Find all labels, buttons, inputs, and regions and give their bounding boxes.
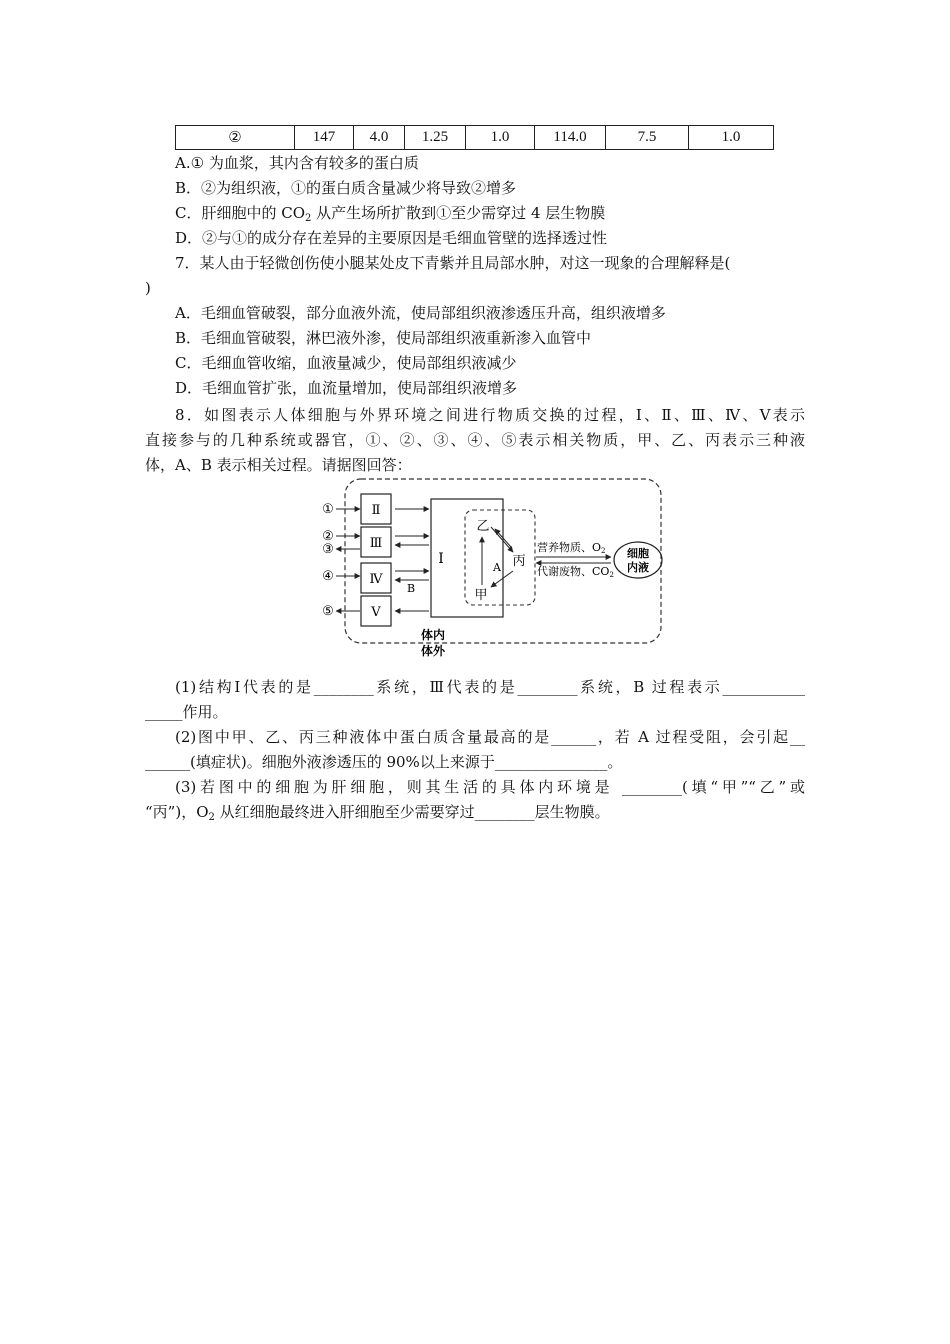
data-table (175, 125, 774, 150)
left-arrows (336, 509, 360, 611)
cell-exchange-arrows (536, 557, 611, 563)
q6-option-c-rest: 从产生场所扩散到①至少需穿过 4 层生物膜 (311, 204, 606, 222)
q8-stem-line-2: 直接参与的几种系统或器官，①、②、③、④、⑤表示相关物质，甲、乙、丙表示三种液 (145, 431, 805, 449)
q7-option-c: C．毛细血管收缩，血液量减少，使局部组织液减少 (175, 354, 517, 372)
fluid-yi: 乙 (476, 519, 490, 534)
waste-label (537, 564, 614, 579)
q8-sub3-sub: 2 (208, 812, 215, 823)
middle-arrows (395, 509, 429, 611)
process-b-label: B (406, 582, 416, 595)
nutrient-sub: 2 (601, 547, 606, 555)
box-iv-label: Ⅳ (369, 572, 383, 587)
table-cell: 1.0 (466, 126, 535, 150)
q7-option-b: B．毛细血管破裂，淋巴液外渗，使局部组织液重新渗入血管中 (175, 329, 592, 347)
table-cell: 1.0 (689, 126, 774, 150)
q8-sub3-text: “丙”)，O (145, 803, 209, 821)
substance-1: ① (322, 502, 334, 517)
fluid-jia: 甲 (474, 588, 488, 603)
cell-label-1: 细胞 (627, 547, 649, 560)
q6-option-c-sub: 2 (305, 213, 312, 224)
waste-sub: 2 (609, 571, 614, 579)
substance-4: ④ (322, 569, 334, 584)
table-cell: 1.25 (405, 126, 466, 150)
table-cell: 4.0 (354, 126, 405, 150)
inside-label: 体内 (421, 628, 446, 642)
q6-option-b: B．②为组织液，①的蛋白质含量减少将导致②增多 (175, 179, 517, 197)
q8-sub1-line-1: (1)结构Ⅰ代表的是________系统，Ⅲ代表的是________系统，B 过程表示___________ (175, 678, 805, 696)
q7-option-d: D．毛细血管扩张，血流量增加，使局部组织液增多 (175, 379, 518, 397)
q6-option-a: A.① 为血浆，其内含有较多的蛋白质 (175, 154, 419, 172)
fluid-arrows (482, 527, 513, 587)
q8-sub3-line-1: (3)若图中的细胞为肝细胞，则其生活的具体内环境是 ________(填“甲”“乙”或 (175, 778, 805, 796)
exchange-diagram (315, 475, 665, 660)
q7-stem-continued: ) (145, 279, 151, 297)
fluid-bing: 丙 (512, 554, 526, 569)
outside-label: 体外 (421, 644, 446, 658)
table-cell: 147 (295, 126, 354, 150)
box-i-label: Ⅰ (438, 551, 444, 567)
nutrient-text: 营养物质、O (537, 541, 602, 554)
q6-option-c-text: C．肝细胞中的 CO (175, 204, 306, 222)
q8-sub2-line-2: ______(填症状)。细胞外液渗透压的 90%以上来源于_______________。 (145, 753, 623, 771)
q7-option-a: A．毛细血管破裂，部分血液外流，使局部组织液渗透压升高，组织液增多 (175, 304, 666, 322)
q7-stem: 7．某人由于轻微创伤使小腿某处皮下青紫并且局部水肿，对这一现象的合理解释是( (175, 254, 731, 272)
waste-text: 代谢废物、CO (537, 565, 610, 578)
q6-option-d: D．②与①的成分存在差异的主要原因是毛细血管壁的选择透过性 (175, 229, 608, 247)
substance-3: ③ (322, 542, 334, 557)
box-iii-label: Ⅲ (369, 536, 383, 551)
process-a-label: A (493, 561, 501, 574)
q8-stem-line-3: 体，A、B 表示相关过程。请据图回答： (145, 456, 412, 474)
table-cell: ② (176, 126, 295, 150)
box-v-label: Ⅴ (371, 605, 381, 620)
q8-stem-line-1: 8．如图表示人体细胞与外界环境之间进行物质交换的过程，Ⅰ、Ⅱ、Ⅲ、Ⅳ、Ⅴ表示 (175, 406, 805, 424)
q6-option-c (175, 202, 605, 224)
table-cell: 114.0 (535, 126, 606, 150)
substance-5: ⑤ (322, 604, 334, 619)
q8-sub3-rest: 从红细胞最终进入肝细胞至少需要穿过________层生物膜。 (214, 803, 610, 821)
cell-label-2: 内液 (627, 561, 649, 574)
nutrient-label (537, 540, 606, 555)
table-row (176, 126, 774, 150)
box-ii-label: Ⅱ (371, 503, 381, 518)
substance-2: ② (322, 529, 334, 544)
q8-sub1-line-2: _____作用。 (145, 703, 228, 721)
q8-sub3-line-2 (145, 801, 610, 823)
q8-sub2-line-1: (2)图中甲、乙、丙三种液体中蛋白质含量最高的是______，若 A 过程受阻，会引起__ (175, 728, 805, 746)
table-cell: 7.5 (606, 126, 689, 150)
